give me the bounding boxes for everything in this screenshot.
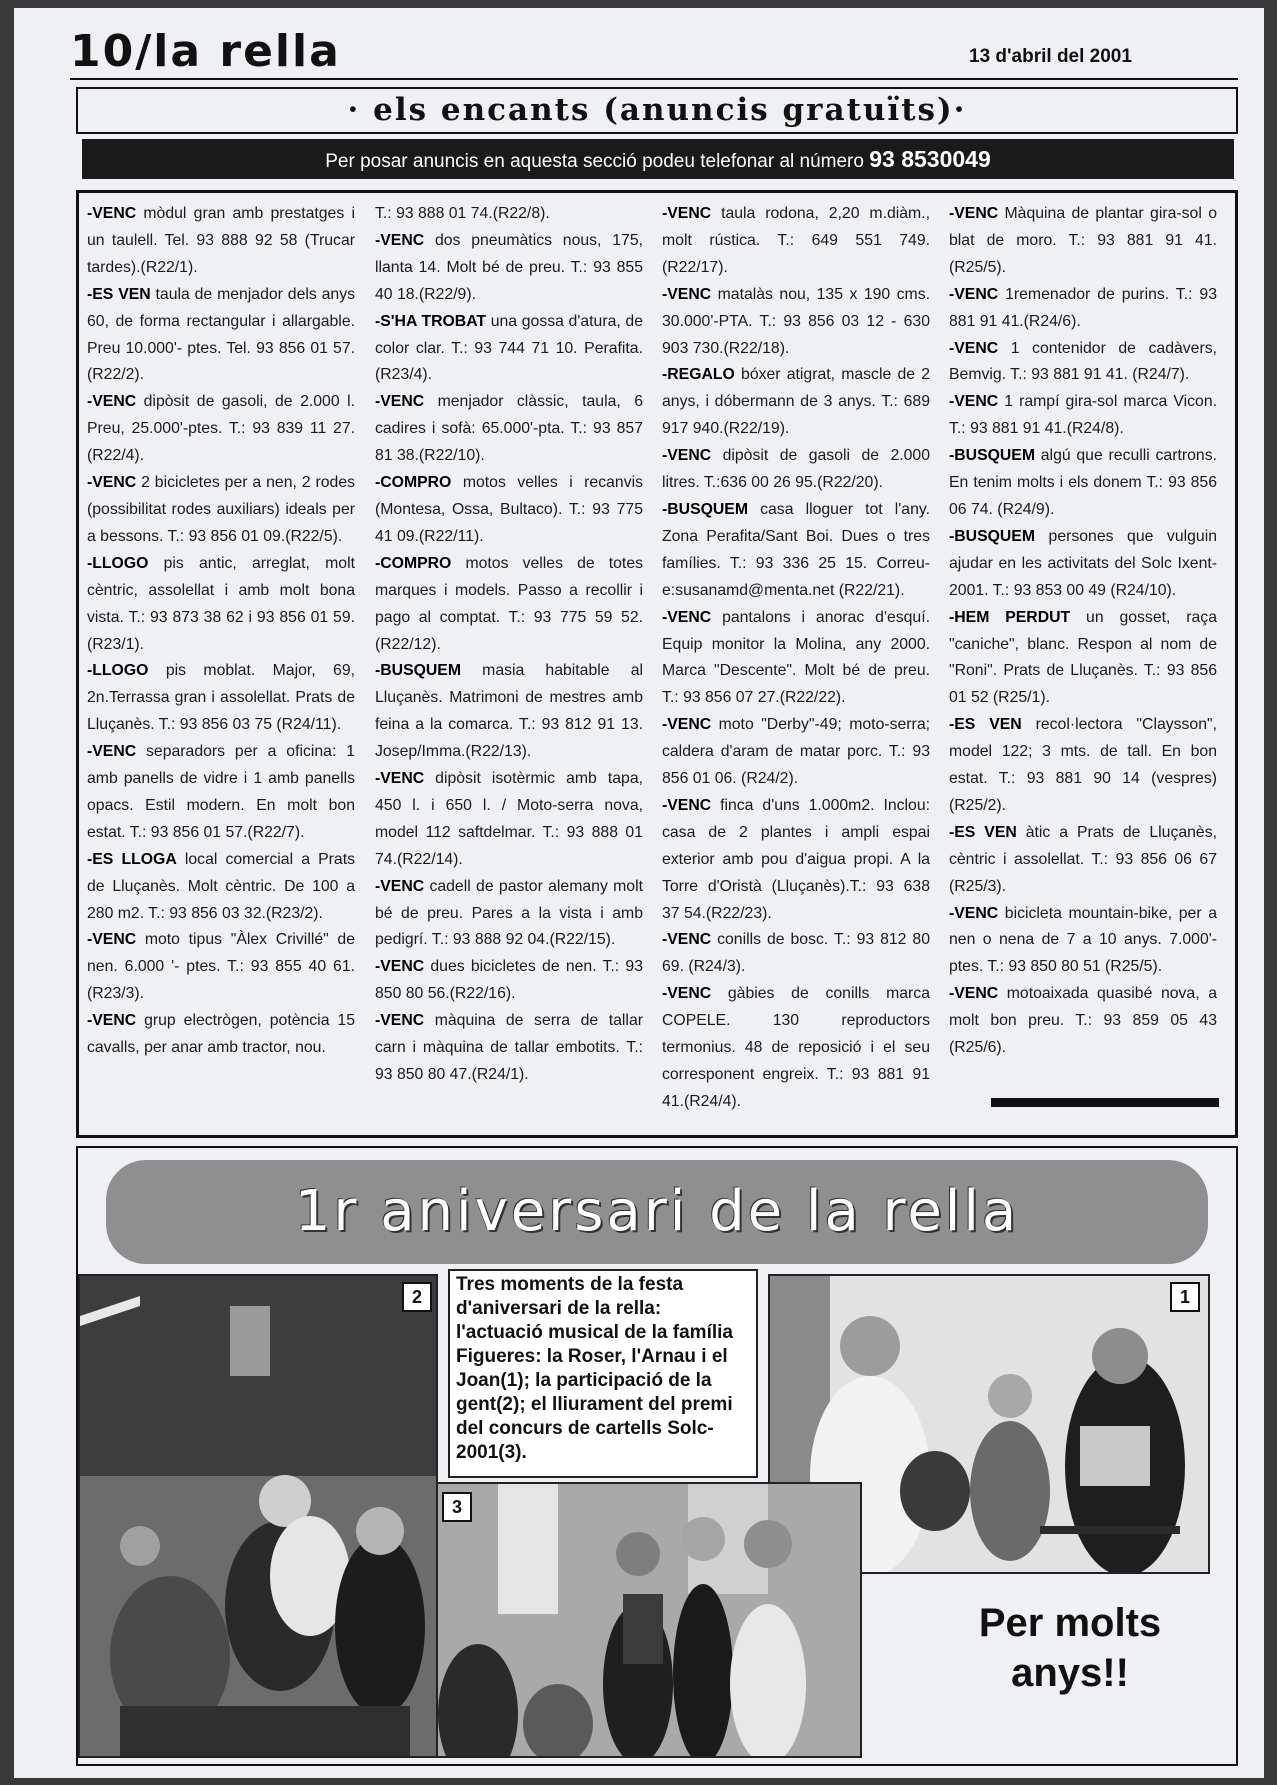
ad-keyword: -VENC xyxy=(662,985,712,1003)
ad-text: moto tipus "Àlex Crivillé" de nen. 6.000 '- ptes. T.: 93 855 40 61.(R23/3). xyxy=(87,931,355,1003)
classified-ad xyxy=(662,981,930,1116)
ad-text: grup electrògen, potència 15 cavalls, per anar amb tractor, nou. xyxy=(87,1012,355,1057)
ad-keyword: -VENC xyxy=(375,877,425,895)
classified-ad xyxy=(375,389,643,470)
ad-text: màquina de serra de tallar carn i màquina de tallar embotits. T.: 93 850 80 47.(R24/1). xyxy=(375,1012,643,1083)
classified-ad xyxy=(662,793,930,928)
classified-ad xyxy=(87,201,355,282)
ad-keyword: -VENC xyxy=(662,716,712,734)
classified-ad xyxy=(949,282,1217,336)
classified-ad xyxy=(87,282,355,390)
ad-keyword: -VENC xyxy=(87,393,137,411)
ad-keyword: -ES LLOGA xyxy=(87,850,177,868)
ad-text: taula de menjador dels anys 60, de forma rectangular i allargable. Preu 10.000'- ptes. Tel. 93 856 01 57.(R22/2). xyxy=(87,285,355,384)
classified-ad xyxy=(375,470,643,551)
ad-keyword: -VENC xyxy=(87,743,137,761)
ad-text: cadell de pastor alemany molt bé de preu. Pares a la vista i amb pedigrí. T.: 93 888 92 04.(R22/15). xyxy=(375,877,643,949)
ads-column-2 xyxy=(375,201,643,1089)
ad-text: algú que reculli cartrons. En tenim molts i els donem T.: 93 856 06 74. (R24/9). xyxy=(949,447,1217,518)
ad-text: pis moblat. Major, 69, 2n.Terrassa gran i assolellat. Prats de Lluçanès. T.: 93 856 03 75 (R24/11). xyxy=(87,662,355,734)
section-title: · els encants (anuncis gratuïts)· xyxy=(76,87,1238,134)
ad-text: taula rodona, 2,20 m.diàm., molt rústica. T.: 649 551 749.(R22/17). xyxy=(662,205,930,276)
ad-keyword: -VENC xyxy=(375,1012,425,1030)
ad-keyword: -VENC xyxy=(662,931,712,949)
ad-text: dipòsit de gasoli, de 2.000 l. Preu, 25.000'-ptes. T.: 93 839 11 27. (R22/4). xyxy=(87,393,355,465)
classified-ad xyxy=(375,228,643,309)
ad-text: gàbies de conills marca COPELE. 130 reproductors termonius. 48 de reposició i el seu corresponent engreix. T.: 93 881 91 41.(R24/4). xyxy=(662,985,930,1110)
ad-text: separadors per a oficina: 1 amb panells de vidre i 1 amb panells opacs. Estil modern. En molt bon estat. T.: 93 856 01 57.(R22/7). xyxy=(87,743,355,841)
classified-ad xyxy=(87,470,355,551)
ad-keyword: -LLOGO xyxy=(87,554,149,572)
classified-ad xyxy=(375,1008,643,1089)
classified-ad xyxy=(375,658,643,766)
ad-text: casa lloguer tot l'any. Zona Perafita/Sant Boi. Dues o tres famílies. T.: 93 336 25 15. Correu-e:susanamd@menta.net (R22/21). xyxy=(662,500,930,599)
classified-ad xyxy=(662,443,930,497)
classified-ad xyxy=(87,739,355,847)
photo-party-crowd-image xyxy=(80,1276,438,1758)
ad-keyword: -VENC xyxy=(949,285,999,303)
anniversary-feature xyxy=(76,1146,1238,1766)
birthday-greeting: Per molts anys!! xyxy=(978,1601,1162,1695)
ad-text: pis antic, arreglat, molt cèntric, assolellat i amb molt bona vista. T.: 93 873 38 62 i 93 856 01 59.(R23/1). xyxy=(87,554,355,653)
classified-ad xyxy=(662,201,930,282)
classified-ad xyxy=(375,874,643,955)
classified-ad xyxy=(662,497,930,605)
ad-text: pantalons i anorac d'esquí. Equip monitor la Molina, any 2000. Marca "Descente". Molt bé de preu. T.: 93 856 07 27.(R22/22). xyxy=(662,608,930,707)
classified-ad xyxy=(87,847,355,928)
end-of-ads-bar xyxy=(991,1098,1219,1107)
ad-keyword: -COMPRO xyxy=(375,554,452,572)
ad-text: T.: 93 888 01 74.(R22/8). xyxy=(375,205,550,222)
ad-text: 1remenador de purins. T.: 93 881 91 41.(R24/6). xyxy=(949,285,1217,330)
classified-ad xyxy=(375,766,643,874)
newspaper-page xyxy=(14,8,1264,1778)
classified-ads-box xyxy=(76,190,1238,1138)
ad-keyword: -VENC xyxy=(949,393,999,411)
classified-ad xyxy=(375,201,643,228)
classified-ad xyxy=(949,981,1217,1062)
ad-keyword: -ES VEN xyxy=(949,823,1017,841)
classified-ad xyxy=(87,658,355,739)
ads-column-4 xyxy=(949,201,1217,1062)
ad-text: matalàs nou, 135 x 190 cms. 30.000'-PTA. T.: 93 856 03 12 - 630 903 730.(R22/18). xyxy=(662,285,930,357)
masthead: 10/la rella xyxy=(70,26,341,77)
ad-keyword: -HEM PERDUT xyxy=(949,608,1071,626)
classified-ad xyxy=(662,605,930,713)
classified-ad xyxy=(949,389,1217,443)
classified-ad xyxy=(949,443,1217,524)
ad-keyword: -VENC xyxy=(87,1012,137,1030)
classified-ad xyxy=(949,201,1217,282)
ad-keyword: -VENC xyxy=(662,796,712,814)
photo-number-1: 1 xyxy=(1170,1282,1200,1312)
classified-ad xyxy=(662,362,930,443)
ad-text: recol·lectora "Claysson", model 122; 3 mts. de tall. En bon estat. T.: 93 881 90 14 (vespres) (R25/2). xyxy=(949,716,1218,814)
ad-text: 1 contenidor de cadàvers, Bemvig. T.: 93 881 91 41. (R24/7). xyxy=(949,339,1217,384)
ad-text: local comercial a Prats de Lluçanès. Molt cèntric. De 100 a 280 m2. T.: 93 856 03 32.(R23/2). xyxy=(87,850,355,922)
classified-ad xyxy=(949,712,1217,820)
ad-text: menjador clàssic, taula, 6 cadires i sofà: 65.000'-pta. T.: 93 857 81 38.(R22/10). xyxy=(375,393,643,465)
classified-ad xyxy=(662,927,930,981)
ad-text: moto "Derby"-49; moto-serra; caldera d'aram de matar porc. T.: 93 856 01 06. (R24/2). xyxy=(662,716,930,788)
ad-text: finca d'uns 1.000m2. Inclou: casa de 2 plantes i ampli espai exterior amb pou d'aigua propi. A la Torre d'Oristà (Lluçanès).T.: 93 638 37 54.(R22/23). xyxy=(662,796,930,922)
classified-ad xyxy=(949,901,1217,982)
ad-text: àtic a Prats de Lluçanès, cèntric i assolellat. T.: 93 856 06 67 (R25/3). xyxy=(949,823,1217,895)
ad-text: dos pneumàtics nous, 175, llanta 14. Molt bé de preu. T.: 93 855 40 18.(R22/9). xyxy=(375,231,643,303)
classified-ad xyxy=(949,524,1217,605)
ad-keyword: -VENC xyxy=(662,205,712,222)
ad-keyword: -S'HA TROBAT xyxy=(375,312,487,330)
ad-text: un gosset, raça "caniche", blanc. Respon al nom de "Roni". Prats de Lluçanès. T.: 93 856 01 52 (R25/1). xyxy=(949,608,1217,707)
notice-text: Per posar anuncis en aquesta secció podeu telefonar al número xyxy=(325,151,870,172)
ad-text: motos velles i recanvis (Montesa, Ossa, Bultaco). T.: 93 775 41 09.(R22/11). xyxy=(375,474,643,545)
ad-text: una gossa d'atura, de color clar. T.: 93 744 71 10. Perafita.(R23/4). xyxy=(375,312,643,384)
classified-ad xyxy=(949,605,1217,713)
ad-keyword: -VENC xyxy=(87,931,137,949)
ad-keyword: -BUSQUEM xyxy=(662,500,749,518)
ad-keyword: -COMPRO xyxy=(375,474,452,492)
classified-ad xyxy=(87,551,355,659)
photo-number-3: 3 xyxy=(442,1492,472,1522)
ad-keyword: -VENC xyxy=(662,285,712,303)
ads-column-1 xyxy=(87,201,355,1062)
ad-text: motoaixada quasibé nova, a molt bon preu. T.: 93 859 05 43 (R25/6). xyxy=(949,985,1217,1057)
anniversary-banner: 1r aniversari de la rella xyxy=(106,1160,1208,1264)
ad-keyword: -VENC xyxy=(87,205,137,222)
photo-award-ceremony xyxy=(436,1482,862,1758)
ad-keyword: -VENC xyxy=(949,985,999,1003)
ad-text: dipòsit isotèrmic amb tapa, 450 l. i 650 l. / Moto-serra nova, model 112 saftdelmar. T.: 93 888 01 74.(R22/14). xyxy=(375,770,643,868)
ad-keyword: -VENC xyxy=(87,474,137,492)
classified-ad xyxy=(87,927,355,1008)
photo-party-crowd xyxy=(78,1274,438,1758)
classified-ad xyxy=(87,1008,355,1062)
photo-award-ceremony-image xyxy=(438,1484,862,1758)
classified-ad xyxy=(662,282,930,363)
ad-keyword: -VENC xyxy=(375,231,425,249)
ad-text: masia habitable al Lluçanès. Matrimoni de mestres amb feina a la comarca. T.: 93 812 91 13. Josep/Imma.(R22/13). xyxy=(375,662,643,761)
photo-caption: Tres moments de la festa d'aniversari de la rella: l'actuació musical de la família Figueres: la Roser, l'Arnau i el Joan(1); la participació de la gent(2); el lliurament del premi del concurs de cartells Solc-2001(3). xyxy=(448,1269,758,1478)
ads-column-3 xyxy=(662,201,930,1116)
ad-text: persones que vulguin ajudar en les activitats del Solc Ixent-2001. T.: 93 853 00 49 (R24/10). xyxy=(949,527,1217,599)
ad-keyword: -REGALO xyxy=(662,366,735,384)
classified-ad xyxy=(375,309,643,390)
ad-text: bicicleta mountain-bike, per a nen o nena de 7 a 10 anys. 7.000'- ptes. T.: 93 850 80 51 (R25/5). xyxy=(949,904,1217,976)
ad-keyword: -VENC xyxy=(949,205,999,222)
ad-keyword: -VENC xyxy=(375,958,425,976)
ad-text: mòdul gran amb prestatges i un taulell. Tel. 93 888 92 58 (Trucar tardes).(R22/1). xyxy=(87,205,355,276)
ad-text: 2 bicicletes per a nen, 2 rodes (possibilitat rodes auxiliars) ideals per a bessons. T.: 93 856 01 09.(R22/5). xyxy=(87,474,355,545)
ad-text: conills de bosc. T.: 93 812 80 69. (R24/3). xyxy=(662,931,930,976)
ad-text: dipòsit de gasoli de 2.000 litres. T.:636 00 26 95.(R22/20). xyxy=(662,447,930,492)
ad-text: motos velles de totes marques i models. Passo a recollir i pago al comptat. T.: 93 775 59 52.(R22/12). xyxy=(375,554,643,653)
ad-keyword: -VENC xyxy=(949,904,999,922)
notice-bar xyxy=(82,139,1234,179)
ad-text: bóxer atigrat, mascle de 2 anys, i dóbermann de 3 anys. T.: 689 917 940.(R22/19). xyxy=(662,366,930,438)
classified-ad xyxy=(375,954,643,1008)
ad-keyword: -VENC xyxy=(949,339,999,357)
ad-keyword: -ES VEN xyxy=(87,285,151,303)
header-rule xyxy=(70,78,1238,80)
issue-date: 13 d'abril del 2001 xyxy=(969,46,1132,67)
ad-keyword: -VENC xyxy=(662,608,712,626)
ad-text: 1 rampí gira-sol marca Vicon. T.: 93 881 91 41.(R24/8). xyxy=(949,393,1217,438)
ad-keyword: -VENC xyxy=(662,447,712,465)
ad-keyword: -VENC xyxy=(375,770,425,788)
ad-text: dues bicicletes de nen. T.: 93 850 80 56.(R22/16). xyxy=(375,958,643,1003)
ad-text: Màquina de plantar gira-sol o blat de moro. T.: 93 881 91 41.(R25/5). xyxy=(949,205,1217,276)
classified-ad xyxy=(949,820,1217,901)
ad-keyword: -VENC xyxy=(375,393,425,411)
classified-ad xyxy=(949,336,1217,390)
ad-keyword: -BUSQUEM xyxy=(375,662,462,680)
ad-keyword: -LLOGO xyxy=(87,662,149,680)
classified-ad xyxy=(375,551,643,659)
ad-keyword: -BUSQUEM xyxy=(949,447,1036,465)
ad-keyword: -ES VEN xyxy=(949,716,1022,734)
ad-keyword: -BUSQUEM xyxy=(949,527,1036,545)
photo-number-2: 2 xyxy=(402,1282,432,1312)
classified-ad xyxy=(662,712,930,793)
classified-ad xyxy=(87,389,355,470)
notice-phone: 93 8530049 xyxy=(869,146,991,172)
